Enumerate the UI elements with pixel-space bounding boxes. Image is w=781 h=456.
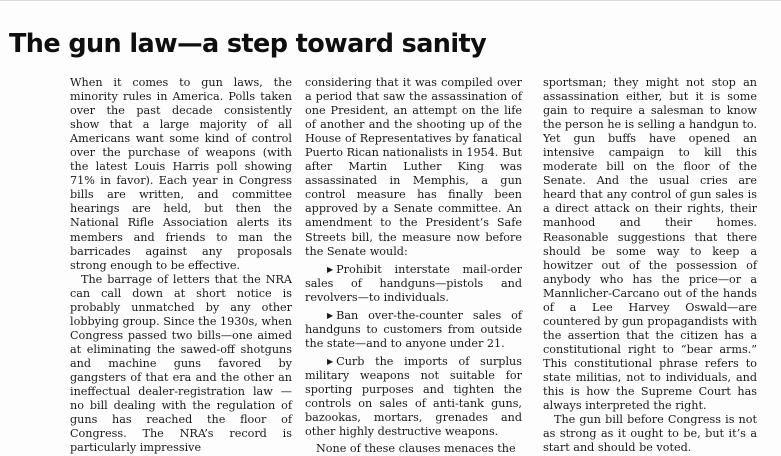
article-column-2: [305, 76, 522, 456]
top-border-rule: [0, 0, 781, 1]
bullet-item: [305, 309, 522, 351]
triangle-bullet-icon: ▶: [327, 356, 334, 366]
article-headline: The gun law—a step toward sanity: [9, 29, 487, 59]
bullet-item: [305, 355, 522, 439]
bullet-text: Curb the imports of surplus military weapons not suitable for sporting purposes and tighten the controls on sales of anti-tank guns, bazookas, mortars, grenades and other highly destructive weapons.: [305, 354, 522, 439]
paragraph: sportsman; they might not stop an assassination either, but it is some gain to require a salesman to know the person he is selling a handgun to. Yet gun buffs have opened an intensive campaign to kill this moderate bill on the floor of the Senate. And the usual cries are heard that any control of gun sales is a direct attack on their rights, their manhood and their homes. Reasonable suggestions that there should be some way to keep a howitzer out of the possession of anybody who has the price—or a Mannlicher-Carcano out of the hands of a Lee Harvey Oswald—are countered by gun propagandists with the assertion that the citizen has a constitutional right to “bear arms.” This constitutional phrase refers to state militias, not to individuals, and this is how the Supreme Court has always interpreted the right.: [543, 76, 757, 413]
paragraph: When it comes to gun laws, the minority rules in America. Polls taken over the past decade consistently show that a large majority of all Americans want some kind of control over the purchase of weapons (with the latest Louis Harris poll showing 71% in favor). Each year in Congress bills are written, and committee hearings are held, but then the National Rifle Association alerts its members and friends to man the barricades against any proposals strong enough to be effective.: [70, 76, 292, 272]
paragraph: considering that it was compiled over a period that saw the assassination of one President, an attempt on the life of another and the shooting up of the House of Representatives by fanatical Puerto Rican nationalists in 1954. But after Martin Luther King was assassinated in Memphis, a gun control measure has finally been approved by a Senate committee. An amendment to the President’s Safe Streets bill, the measure now before the Senate would:: [305, 76, 522, 258]
triangle-bullet-icon: ▶: [327, 310, 334, 320]
bullet-text: Ban over-the-counter sales of handguns to customers from outside the state—and to anyone under 21.: [305, 308, 522, 350]
article-column-3: [543, 76, 757, 455]
bullet-item: [305, 263, 522, 305]
paragraph: The gun bill before Congress is not as strong as it ought to be, but it’s a start and should be voted.: [543, 413, 757, 455]
paragraph: The barrage of letters that the NRA can call down at short notice is probably unmatched by any other lobbying group. Since the 1930s, when Congress passed two bills—one aimed at eliminating the sawed-off shotguns and machine guns favored by gangsters of that era and the other an ineffectual dealer-registration law —no bill dealing with the regulation of guns has reached the floor of Congress. The NRA’s record is particularly impressive: [70, 272, 292, 455]
paragraph: None of these clauses menaces the: [316, 442, 516, 456]
triangle-bullet-icon: ▶: [327, 264, 334, 274]
article-column-1: [70, 76, 292, 455]
bullet-text: Prohibit interstate mail-order sales of handguns—pistols and revolvers—to individuals.: [305, 262, 522, 304]
